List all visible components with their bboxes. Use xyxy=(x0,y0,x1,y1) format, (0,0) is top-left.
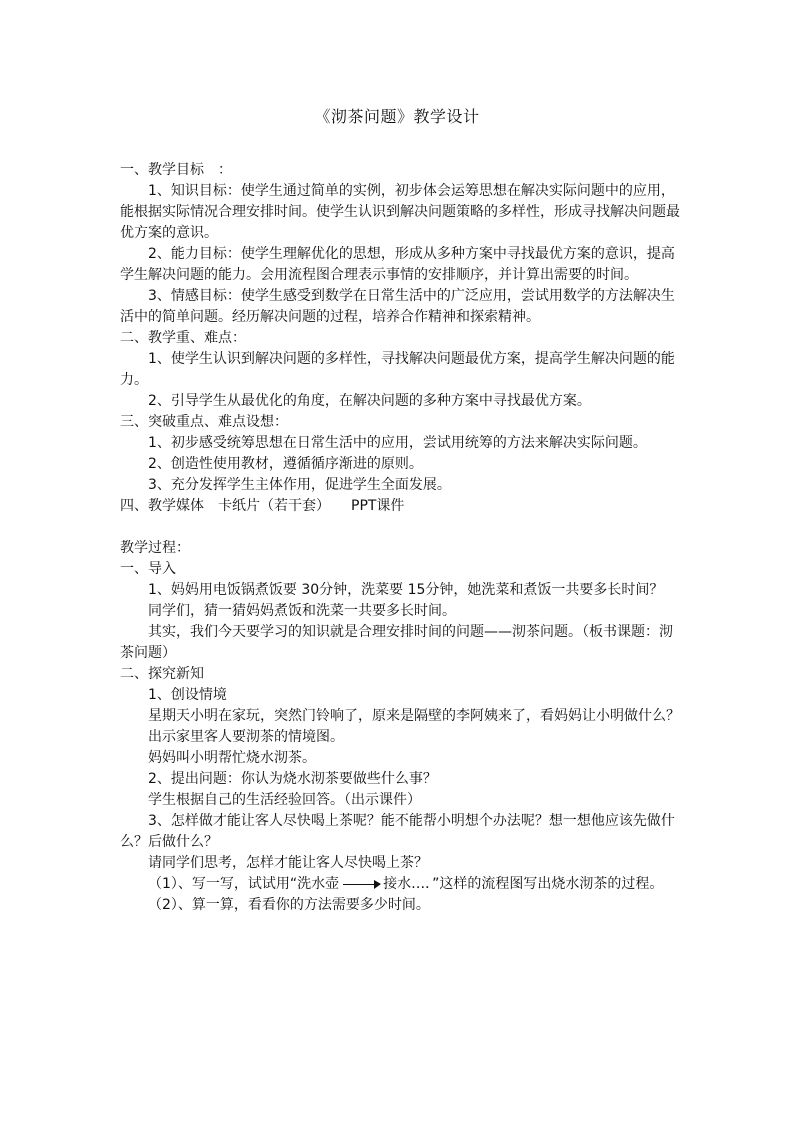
paragraph: 出示家里客人要沏茶的情境图。 xyxy=(148,729,344,745)
paragraph: 2、能力目标：使学生理解优化的思想，形成从多种方案中寻找最优方案的意识，提高学生解决问题的能力。会用流程图合理表示事情的安排顺序，并计算出需要的时间。 xyxy=(120,246,675,283)
section-heading: 教学过程： xyxy=(120,540,190,556)
paragraph: 同学们，猜一猜妈妈煮饭和洗菜一共要多长时间。 xyxy=(148,603,456,619)
paragraph: 其实，我们今天要学习的知识就是合理安排时间的问题——沏茶问题。（板书课题：沏茶问题） xyxy=(120,624,673,661)
paragraph: 学生根据自己的生活经验回答。（出示课件） xyxy=(148,792,421,808)
document-title: 《沏茶问题》教学设计 xyxy=(314,107,480,126)
section-heading: 二、教学重、难点： xyxy=(120,330,246,346)
section-heading: 一、导入 xyxy=(120,561,176,577)
paragraph: （2）、算一算，看看你的方法需要多少时间。 xyxy=(148,897,430,913)
paragraph: 2、提出问题：你认为烧水沏茶要做些什么事？ xyxy=(148,771,437,787)
document-body xyxy=(120,160,680,916)
paragraph: 1、妈妈用电饭锅煮饭要 30分钟，洗菜要 15分钟，她洗菜和煮饭一共要多长时间？ xyxy=(148,582,664,598)
section-heading: 四、教学媒体 卡纸片（若干套） PPT课件 xyxy=(120,498,405,514)
section-heading: 三、突破重点、难点设想： xyxy=(120,414,288,430)
flowchart-instruction-end: 接水…．”这样的流程图写出烧水沏茶的过程。 xyxy=(383,876,664,892)
paragraph: 2、创造性使用教材，遵循循序渐进的原则。 xyxy=(148,456,423,472)
section-heading: 二、探究新知 xyxy=(120,666,204,682)
right-arrow-icon xyxy=(343,884,379,885)
subsection-heading: 1、创设情境 xyxy=(148,687,227,703)
paragraph: 1、知识目标：使学生通过简单的实例，初步体会运筹思想在解决实际问题中的应用，能根据实际情况合理安排时间。使学生认识到解决问题策略的多样性，形成寻找解决问题最优方案的意识。 xyxy=(120,183,680,241)
paragraph: 妈妈叫小明帮忙烧水沏茶。 xyxy=(148,750,316,766)
paragraph: 请同学们思考，怎样才能让客人尽快喝上茶？ xyxy=(148,855,428,871)
section-heading: 一、教学目标 ： xyxy=(120,162,232,178)
spacer xyxy=(120,517,680,538)
paragraph: 3、情感目标：使学生感受到数学在日常生活中的广泛应用，尝试用数学的方法解决生活中的简单问题。经历解决问题的过程，培养合作精神和探索精神。 xyxy=(120,288,675,325)
flowchart-instruction-start: （1）、写一写，试试用“洗水壶 xyxy=(148,876,340,892)
paragraph: 1、初步感受统筹思想在日常生活中的应用，尝试用统筹的方法来解决实际问题。 xyxy=(148,435,647,451)
paragraph: 星期天小明在家玩，突然门铃响了，原来是隔壁的李阿姨来了，看妈妈让小明做什么？ xyxy=(148,708,680,724)
paragraph: 2、引导学生从最优化的角度，在解决问题的多种方案中寻找最优方案。 xyxy=(148,393,591,409)
paragraph: 3、怎样做才能让客人尽快喝上茶呢？能不能帮小明想个办法呢？想一想他应该先做什么？后做什么？ xyxy=(120,813,675,850)
paragraph: 3、充分发挥学生主体作用，促进学生全面发展。 xyxy=(148,477,451,493)
flowchart-instruction xyxy=(120,874,680,895)
paragraph: 1、使学生认识到解决问题的多样性，寻找解决问题最优方案，提高学生解决问题的能力。 xyxy=(120,351,675,388)
